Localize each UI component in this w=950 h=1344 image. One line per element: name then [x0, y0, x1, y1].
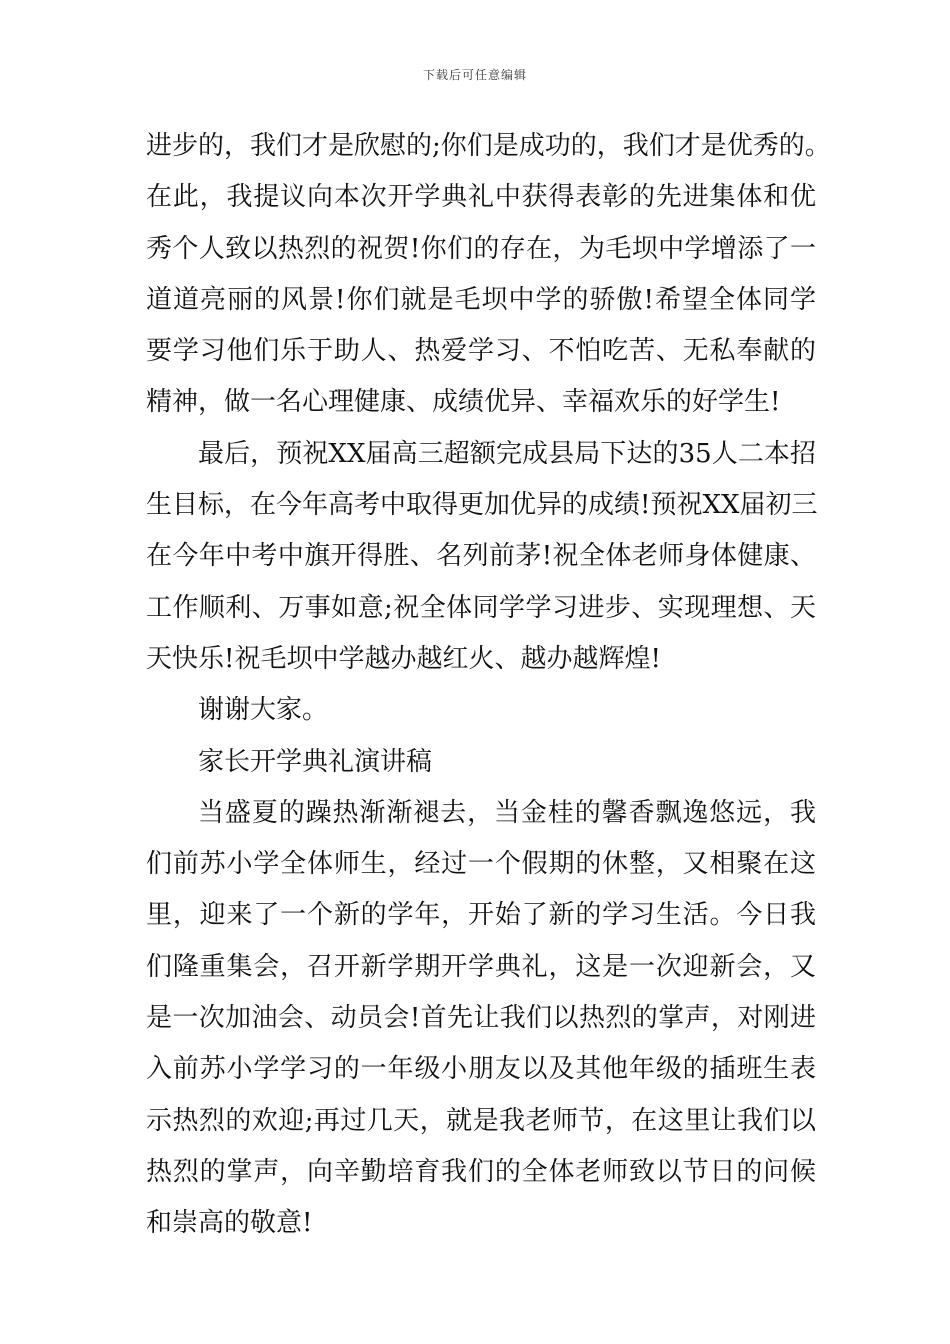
- text-line: 精神，做一名心理健康、成绩优异、幸福欢乐的好学生!: [146, 387, 781, 418]
- text-line: 是一次加油会、动员会!首先让我们以热烈的掌声，对刚进: [146, 1003, 816, 1034]
- text-line: 生目标，在今年高考中取得更加优异的成绩!预祝XX届初三: [146, 490, 818, 521]
- document-body: [146, 121, 831, 1250]
- text-line: 道道亮丽的风景!你们就是毛坝中学的骄傲!希望全体同学: [146, 284, 816, 315]
- text-line: 和崇高的敬意!: [146, 1208, 313, 1239]
- text-line: 在今年中考中旗开得胜、名列前茅!祝全体老师身体健康、: [146, 541, 816, 572]
- header-note: 下载后可任意编辑: [422, 68, 527, 82]
- text-line: 入前苏小学学习的一年级小朋友以及其他年级的插班生表: [146, 1054, 816, 1085]
- text-line: 在此，我提议向本次开学典礼中获得表彰的先进集体和优: [146, 182, 816, 213]
- text-line: 里，迎来了一个新的学年，开始了新的学习生活。今日我: [146, 900, 816, 931]
- text-line: 热烈的掌声，向辛勤培育我们的全体老师致以节日的问候: [146, 1156, 816, 1187]
- text-line: 谢谢大家。: [198, 695, 329, 726]
- text-line: 进步的，我们才是欣慰的;你们是成功的，我们才是优秀的。: [146, 131, 831, 161]
- text-line: 工作顺利、万事如意;祝全体同学学习进步、实现理想、天: [146, 592, 816, 623]
- text-line: 当盛夏的躁热渐渐褪去，当金桂的馨香飘逸悠远，我: [198, 797, 816, 828]
- text-line: 们隆重集会，召开新学期开学典礼，这是一次迎新会，又: [146, 951, 816, 982]
- text-line: 要学习他们乐于助人、热爱学习、不怕吃苦、无私奉献的: [146, 336, 816, 367]
- text-line: 天快乐!祝毛坝中学越办越红火、越办越辉煌!: [146, 643, 661, 674]
- text-line: 示热烈的欢迎;再过几天，就是我老师节，在这里让我们以: [146, 1105, 816, 1136]
- text-line: 们前苏小学全体师生，经过一个假期的休整，又相聚在这: [146, 849, 816, 880]
- section-title: 家长开学典礼演讲稿: [198, 746, 433, 777]
- text-line: 最后，预祝XX届高三超额完成县局下达的35人二本招: [198, 438, 816, 469]
- text-line: 秀个人致以热烈的祝贺!你们的存在，为毛坝中学增添了一: [146, 233, 816, 264]
